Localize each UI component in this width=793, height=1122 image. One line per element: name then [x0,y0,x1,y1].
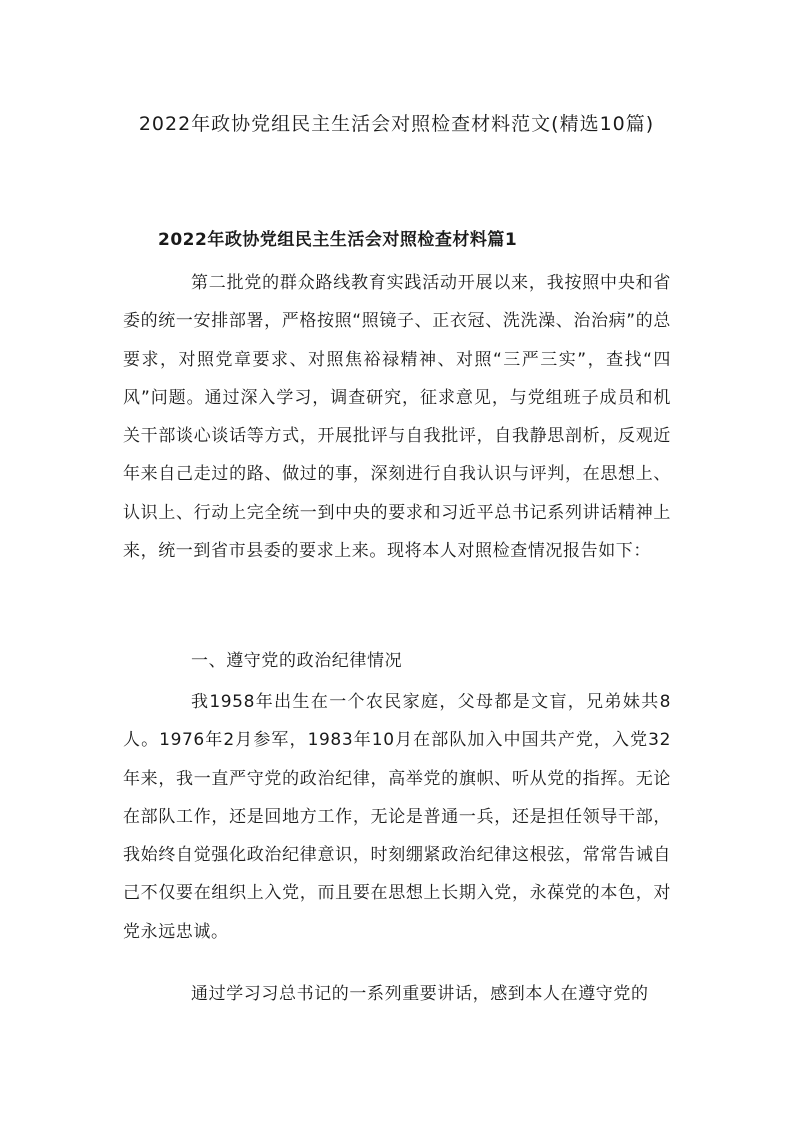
paragraph-study: 通过学习习总书记的一系列重要讲话，感到本人在遵守党的 [191,984,649,1004]
paragraph-personal-background: 我1958年出生在一个农民家庭，父母都是文盲，兄弟妹共8人。1976年2月参军，1983年10月在部队加入中国共产党，入党32年来，我一直严守党的政治纪律，高举党的旗帜、听从党的指挥。无论在部队工作，还是回地方工作，无论是普通一兵，还是担任领导干部，我始终自觉强化政治纪律意识，时刻绷紧政治纪律这根弦，常常告诫自己不仅要在组织上入党，而且要在思想上长期入党，永葆党的本色，对党永远忠诚。 [123,692,671,942]
section-heading: 2022年政协党组民主生活会对照检查材料篇1 [158,230,518,250]
document-title: 2022年政协党组民主生活会对照检查材料范文(精选10篇) [138,113,655,135]
paragraph-heading-political-discipline: 一、遵守党的政治纪律情况 [191,651,403,671]
paragraph-intro: 第二批党的群众路线教育实践活动开展以来，我按照中央和省委的统一安排部署，严格按照“照镜子、正衣冠、洗洗澡、治治病”的总要求，对照党章要求、对照焦裕禄精神、对照“三严三实”，查找“四风”问题。通过深入学习，调查研究，征求意见，与党组班子成员和机关干部谈心谈话等方式，开展批评与自我批评，自我静思剖析，反观近年来自己走过的路、做过的事，深刻进行自我认识与评判，在思想上、认识上、行动上完全统一到中央的要求和习近平总书记系列讲话精神上来，统一到省市县委的要求上来。现将本人对照检查情况报告如下： [123,273,671,562]
